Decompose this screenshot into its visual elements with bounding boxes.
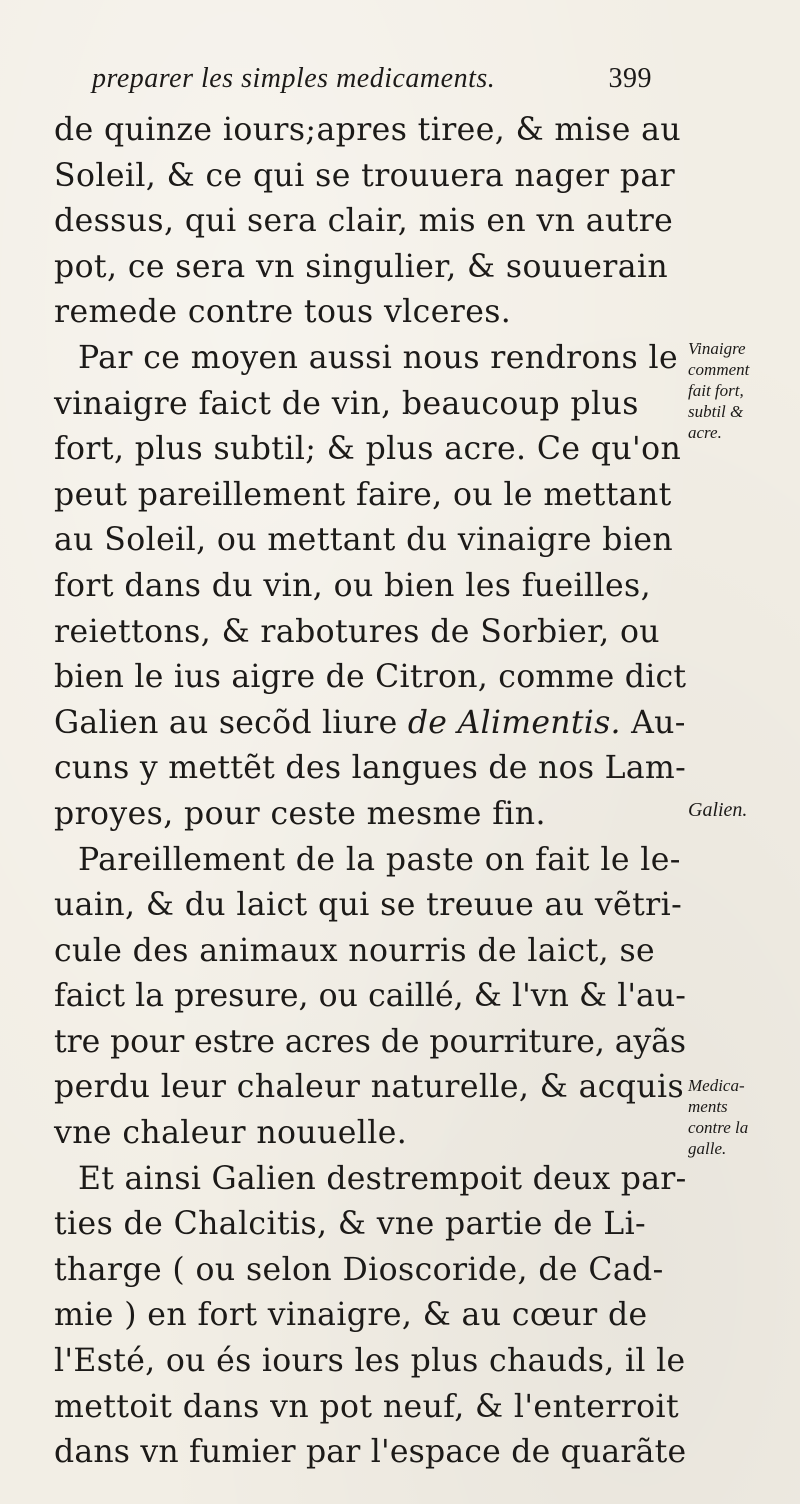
margin-note-line: fait fort, — [688, 381, 744, 400]
text-line: remede contre tous vlceres. — [54, 294, 512, 331]
page-number: 399 — [608, 63, 652, 94]
paragraph-start-line: Pareillement de la paste on fait le le- — [78, 841, 681, 878]
text-line: de quinze iours;apres tiree, & mise au — [54, 112, 682, 148]
margin-note-line: Medica- — [688, 1076, 745, 1095]
text-line: cule des animaux nourris de laict, se — [54, 932, 656, 969]
paragraph-start-line: Par ce moyen aussi nous rendrons le — [78, 339, 679, 376]
text-line: cuns y mettẽt des langues de nos Lam- — [54, 750, 687, 787]
text-line: uain, & du laict qui se treuue au vẽtri- — [54, 887, 683, 924]
body-text — [54, 108, 687, 1476]
margin-note-line: ments — [688, 1097, 728, 1116]
text-line: mie ) en fort vinaigre, & au cœur de — [54, 1297, 648, 1334]
text-line: tharge ( ou selon Dioscoride, de Cad- — [54, 1251, 664, 1288]
margin-note-line: contre la — [688, 1118, 749, 1137]
text-segment: Galien au secõd liure — [54, 704, 398, 741]
text-line: Soleil, & ce qui se trouuera nager par — [54, 157, 676, 194]
text-line: fort, plus subtil; & plus acre. Ce qu'on — [54, 431, 682, 468]
running-head — [92, 60, 652, 98]
text-line: l'Esté, ou és iours les plus chauds, il le — [54, 1343, 686, 1380]
margin-note-line: comment — [688, 360, 750, 379]
text-line: vinaigre faict de vin, beaucoup plus — [54, 385, 639, 422]
text-line: fort dans du vin, ou bien les fueilles, — [54, 567, 651, 604]
text-line: bien le ius aigre de Citron, comme dict — [54, 659, 687, 696]
margin-note-vinaigre — [688, 338, 796, 443]
margin-note-line: Galien. — [688, 799, 748, 821]
text-line: mettoit dans vn pot neuf, & l'enterroit — [54, 1388, 680, 1425]
margin-note-medicaments — [688, 1075, 796, 1159]
margin-note-galien — [688, 800, 796, 821]
book-title-italic: de Alimentis. — [407, 704, 621, 741]
text-line: pot, ce sera vn singulier, & souuerain — [54, 248, 669, 285]
text-line: proyes, pour ceste mesme fin. — [54, 795, 546, 832]
text-line — [54, 701, 686, 747]
running-head-title: preparer les simples medicaments. — [92, 63, 496, 94]
text-line: tre pour estre acres de pourriture, ayãs — [54, 1023, 686, 1060]
text-line: perdu leur chaleur naturelle, & acquis — [54, 1069, 685, 1106]
text-line: au Soleil, ou mettant du vinaigre bien — [54, 522, 674, 559]
text-line: vne chaleur nouuelle. — [54, 1115, 408, 1152]
text-line: peut pareillement faire, ou le mettant — [54, 476, 672, 513]
text-line: faict la presure, ou caillé, & l'vn & l'au- — [54, 978, 686, 1015]
text-line: ties de Chalcitis, & vne partie de Li- — [54, 1206, 647, 1243]
margin-note-line: galle. — [688, 1139, 727, 1158]
text-line: dans vn fumier par l'espace de quarãte — [54, 1434, 687, 1471]
text-segment: Au- — [620, 704, 686, 741]
margin-note-line: Vinaigre — [688, 339, 746, 358]
text-line: reiettons, & rabotures de Sorbier, ou — [54, 613, 660, 650]
paragraph-start-line: Et ainsi Galien destrempoit deux par- — [78, 1160, 687, 1197]
margin-note-line: subtil & — [688, 402, 744, 421]
margin-note-line: acre. — [688, 423, 722, 442]
text-line: dessus, qui sera clair, mis en vn autre — [54, 203, 674, 240]
